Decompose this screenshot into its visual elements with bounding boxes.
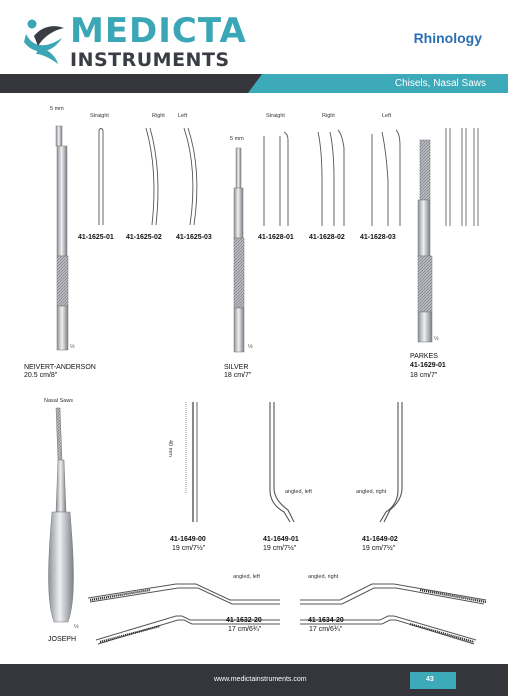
product-name: JOSEPH bbox=[48, 636, 77, 643]
scale-label: ½ bbox=[434, 336, 439, 342]
angle-label: angled, left bbox=[285, 489, 312, 495]
product-code: 41-1629-01 bbox=[410, 362, 446, 369]
product-size: 18 cm/7" bbox=[410, 372, 438, 379]
product-code: 41-1628-02 bbox=[309, 234, 345, 241]
footer-website-link[interactable]: www.medictainstruments.com bbox=[214, 676, 307, 683]
footer-band bbox=[0, 664, 508, 696]
saw-1649-00-icon bbox=[186, 402, 197, 522]
logo-word-medicta: MEDICTA bbox=[70, 11, 247, 51]
product-code: 41-1649-00 bbox=[170, 536, 206, 543]
silver-chisel-icon bbox=[234, 148, 244, 352]
product-code: 41-1625-01 bbox=[78, 234, 114, 241]
product-code: 41-1625-03 bbox=[176, 234, 212, 241]
angle-label: angled, left bbox=[233, 574, 260, 580]
saw-1649-01-icon bbox=[270, 402, 294, 522]
tip-label-right: Right bbox=[322, 113, 335, 119]
tip-label-right: Right bbox=[152, 113, 165, 119]
product-code: 41-1634-20 bbox=[308, 617, 344, 624]
product-name: PARKES bbox=[410, 353, 438, 360]
chisel-tips-1625-icon bbox=[99, 128, 197, 225]
page-number: 43 bbox=[426, 676, 434, 683]
chisel-tips-1628-icon bbox=[264, 130, 400, 226]
product-size: 18 cm/7" bbox=[224, 372, 252, 379]
parkes-saw-icon bbox=[418, 128, 478, 342]
saw-1634-20-icon bbox=[300, 584, 486, 644]
product-name: SILVER bbox=[224, 364, 249, 371]
product-size: 17 cm/6¾" bbox=[228, 626, 262, 633]
product-size: 20.5 cm/8" bbox=[24, 372, 58, 379]
product-size: 19 cm/7½" bbox=[362, 545, 396, 552]
neivert-anderson-chisel-icon bbox=[56, 126, 68, 350]
scale-label: ½ bbox=[74, 624, 79, 630]
product-code: 41-1625-02 bbox=[126, 234, 162, 241]
dim-label-5mm: 5 mm bbox=[230, 136, 244, 142]
group-label-nasal-saws: Nasal Saws bbox=[44, 398, 74, 404]
product-size: 19 cm/7½" bbox=[172, 545, 206, 552]
product-name: NEIVERT-ANDERSON bbox=[24, 364, 96, 371]
joseph-saw-icon bbox=[49, 408, 74, 622]
saw-1632-20-icon bbox=[88, 584, 280, 644]
tip-label-straight: Straight bbox=[266, 113, 285, 119]
tip-label-straight: Straight bbox=[90, 113, 109, 119]
product-code: 41-1632-20 bbox=[226, 617, 262, 624]
product-size: 19 cm/7½" bbox=[263, 545, 297, 552]
product-code: 41-1628-03 bbox=[360, 234, 396, 241]
scale-label: ½ bbox=[248, 344, 253, 350]
product-code: 41-1649-01 bbox=[263, 536, 299, 543]
scale-label: ½ bbox=[70, 344, 75, 350]
page-section-title: Rhinology bbox=[413, 30, 482, 46]
product-code: 41-1628-01 bbox=[258, 234, 294, 241]
category-subtitle: Chisels, Nasal Saws bbox=[394, 78, 486, 89]
saw-1649-02-icon bbox=[380, 402, 402, 522]
logo-word-instruments: INSTRUMENTS bbox=[70, 49, 230, 71]
tip-label-left: Left bbox=[382, 113, 392, 119]
angle-label: angled, right bbox=[356, 489, 387, 495]
angle-label: angled, right bbox=[308, 574, 339, 580]
dim-label-5mm: 5 mm bbox=[50, 106, 64, 112]
tip-label-left: Left bbox=[178, 113, 188, 119]
product-size: 17 cm/6¾" bbox=[309, 626, 343, 633]
dim-label-40mm: 40 mm bbox=[167, 440, 173, 457]
product-code: 41-1649-02 bbox=[362, 536, 398, 543]
